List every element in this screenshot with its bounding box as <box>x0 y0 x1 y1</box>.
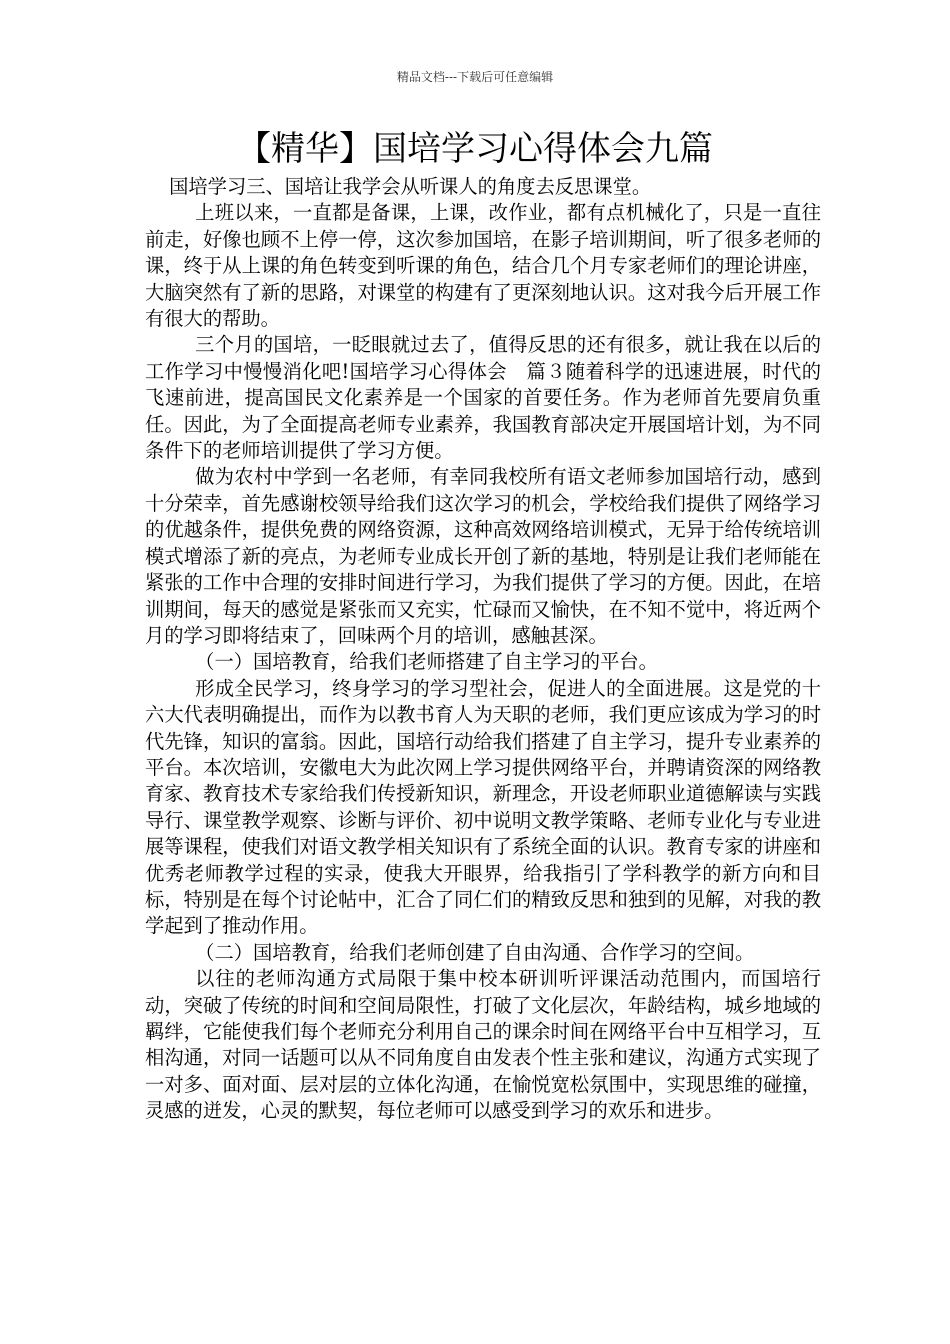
section-heading-1: （一）国培教育，给我们老师搭建了自主学习的平台。 <box>195 650 658 674</box>
paragraph-1: 国培学习三、国培让我学会从听课人的角度去反思课堂。 <box>169 175 652 198</box>
paragraph-5: 形成全民学习，终身学习的学习型社会，促进人的全面进展。这是党的十六大代表明确提出，而作为以教书育人为天职的老师，我们更应该成为学习的时代先锋，知识的富翁。因此，国培行动给我们搭建了自主学习，提升专业素养的平台。本次培训，安徽电大为此次网上学习提供网络平台，并聘请资深的网络教育家、教育技术专家给我们传授新知识，新理念，开设老师职业道德解读与实践导行、课堂教学观察、诊断与评价、初中说明文教学策略、老师专业化与专业进展等课程，使我们对语文教学相关知识有了系统全面的认识。教育专家的讲座和优秀老师教学过程的实录，使我大开眼界，给我指引了学科教学的新方向和目标，特别是在每个讨论帖中，汇合了同仁们的精致反思和独到的见解，对我的教学起到了推动作用。 <box>145 676 821 938</box>
page-title: 【精华】国培学习心得体会九篇 <box>237 129 713 169</box>
page-header: 精品文档---下载后可任意编辑 <box>396 70 554 84</box>
paragraph-2: 上班以来，一直都是备课，上课，改作业，都有点机械化了，只是一直往前走，好像也顾不上停一停，这次参加国培，在影子培训期间，听了很多老师的课，终于从上课的角色转变到听课的角色，结合几个月专家老师们的理论讲座，大脑突然有了新的思路，对课堂的构建有了更深刻地认识。这对我今后开展工作有很大的帮助。 <box>145 201 821 331</box>
paragraph-4: 做为农村中学到一名老师，有幸同我校所有语文老师参加国培行动，感到十分荣幸，首先感谢校领导给我们这次学习的机会，学校给我们提供了网络学习的优越条件，提供免费的网络资源，这种高效网络培训模式，无异于给传统培训模式增添了新的亮点，为老师专业成长开创了新的基地，特别是让我们老师能在紧张的工作中合理的安排时间进行学习，为我们提供了学习的方便。因此，在培训期间，每天的感觉是紧张而又充实，忙碌而又愉快，在不知不觉中，将近两个月的学习即将结束了，回味两个月的培训，感触甚深。 <box>145 465 821 647</box>
paragraph-6: 以往的老师沟通方式局限于集中校本研训听评课活动范围内，而国培行动，突破了传统的时间和空间局限性，打破了文化层次，年龄结构，城乡地域的羁绊，它能使我们每个老师充分利用自己的课余时间在网络平台中互相学习，互相沟通，对同一话题可以从不同角度自由发表个性主张和建议，沟通方式实现了一对多、面对面、层对层的立体化沟通，在愉悦宽松氛围中，实现思维的碰撞，灵感的迸发，心灵的默契，每位老师可以感受到学习的欢乐和进步。 <box>145 967 821 1123</box>
paragraph-3: 三个月的国培，一眨眼就过去了，值得反思的还有很多，就让我在以后的工作学习中慢慢消化吧!国培学习心得体会 篇３随着科学的迅速进展，时代的飞速前进，提高国民文化素养是一个国家的首要任务。作为老师首先要肩负重任。因此，为了全面提高老师专业素养，我国教育部决定开展国培计划，为不同条件下的老师培训提供了学习方便。 <box>145 333 821 463</box>
document-body <box>145 174 821 1125</box>
section-heading-2: （二）国培教育，给我们老师创建了自由沟通、合作学习的空间。 <box>195 940 755 964</box>
